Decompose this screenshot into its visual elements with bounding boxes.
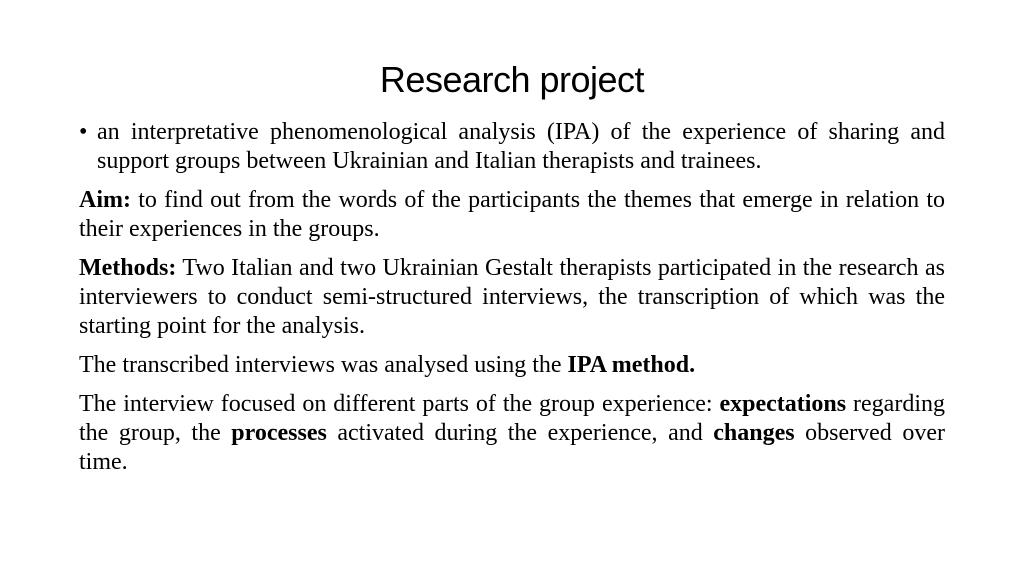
aim-label: Aim:: [79, 187, 131, 213]
focus-term-processes: processes: [231, 420, 327, 446]
analysis-paragraph: [79, 351, 945, 380]
focus-paragraph: [79, 390, 945, 477]
focus-text-2: regarding the group, the: [79, 391, 945, 446]
bullet-item: [79, 118, 945, 176]
focus-text-3: activated during the experience, and: [326, 420, 714, 446]
methods-paragraph: [79, 254, 945, 341]
bullet-text: an interpretative phenomenological analysis (IPA) of the experience of sharing and support groups between Ukrainian and Italian therapists and trainees.: [97, 119, 945, 174]
slide-title: Research project: [379, 59, 645, 100]
analysis-emphasis: IPA method.: [567, 352, 696, 378]
bullet-marker: •: [79, 119, 88, 145]
analysis-text: The transcribed interviews was analysed using the: [79, 352, 568, 378]
methods-label: Methods:: [79, 255, 177, 281]
focus-term-changes: changes: [713, 420, 795, 446]
aim-paragraph: [79, 186, 945, 244]
focus-text-1: The interview focused on different parts of the group experience:: [79, 391, 720, 417]
focus-text-4: observed over time.: [79, 420, 945, 475]
methods-text: Two Italian and two Ukrainian Gestalt therapists participated in the research as interviewers to conduct semi-structured interviews, the transcription of which was the starting point for the analysis.: [79, 255, 945, 339]
aim-text: to find out from the words of the participants the themes that emerge in relation to their experiences in the groups.: [79, 187, 945, 242]
slide-body: [79, 118, 945, 487]
focus-term-expectations: expectations: [719, 391, 847, 417]
